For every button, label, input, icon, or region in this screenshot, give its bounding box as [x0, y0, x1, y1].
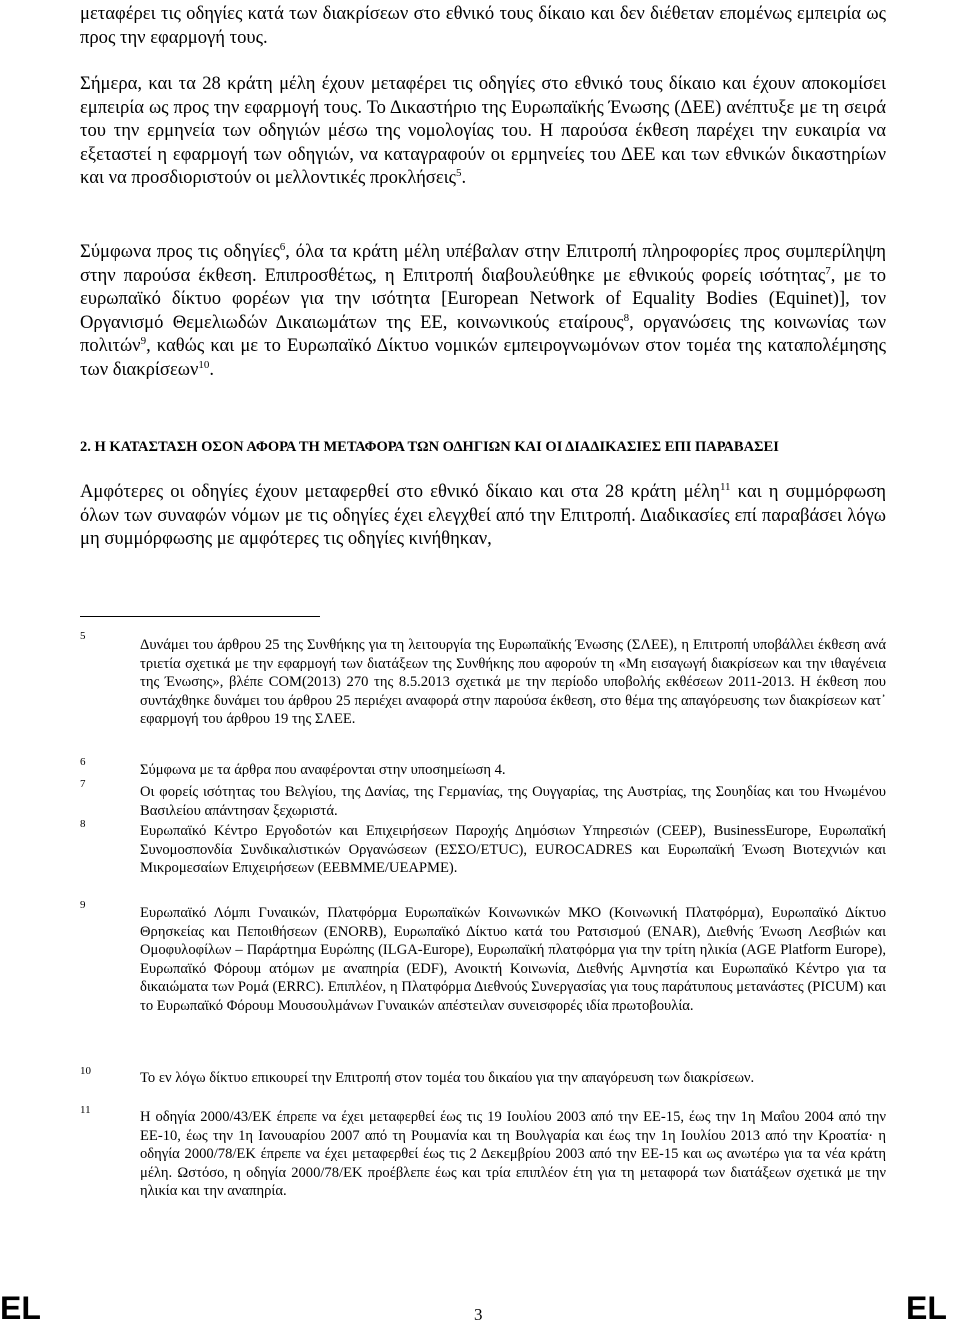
paragraph-1: μεταφέρει τις οδηγίες κατά των διακρίσεων στο εθνικό τους δίκαιο και δεν διέθεταν επομένως εμπειρία ως προς την εφαρμογή τους.: [80, 3, 886, 48]
footnote-text: Ευρωπαϊκό Κέντρο Εργοδοτών και Επιχειρήσεων Παροχής Δημόσιων Υπηρεσιών (CEEP), BusinessEurope, Ευρωπαϊκή Συνομοσπονδία Συνδικαλιστικών Οργανώσεων (ΕΣΣΟ/ETUC), EUROCADRES και Ευρωπαϊκή Ένωση Βιοτεχνιών και Μικρομεσαίων Επιχειρήσεων (ΕΕΒΜΜΕ/UEAPME).: [140, 823, 886, 876]
footnote-number: 10: [80, 1065, 91, 1077]
footnote-number: 9: [80, 899, 86, 911]
footnote-ref-5[interactable]: 5: [456, 167, 462, 180]
footnote-ref-8[interactable]: 8: [623, 311, 630, 324]
paragraph-2: Σήμερα, και τα 28 κράτη μέλη έχουν μεταφέρει τις οδηγίες στο εθνικό τους δίκαιο και έχουν αποκομίσει εμπειρία ως προς την εφαρμογή τους. Το Δικαστήριο της Ευρωπαϊκής Ένωσης (ΔΕΕ) ανέπτυξε με τη σειρά του την ερμηνεία των οδηγιών μέσω της νομολογίας του. Η παρούσα έκθεση παρέχει την ευκαιρία να εξεταστεί η εφαρμογή των οδηγιών, να καταγραφούν οι ερμηνείες του ΔΕΕ και των εθνικών δικαστηρίων και να προσδιοριστούν οι μελλοντικές προκλήσεις$^5$.: [80, 73, 886, 189]
language-code-left: EL: [0, 1290, 41, 1326]
footnote-number: 7: [80, 778, 86, 790]
footnote-number: 8: [80, 818, 86, 830]
footnote-text: Το εν λόγω δίκτυο επικουρεί την Επιτροπή στον τομέα του δικαίου για την απαγόρευση των διακρίσεων.: [140, 1070, 755, 1086]
footnote-text: Σύμφωνα με τα άρθρα που αναφέρονται στην υποσημείωση 4.: [140, 762, 506, 778]
footnote-ref-10[interactable]: 10: [198, 358, 210, 371]
footnote-separator: [80, 616, 320, 617]
footnote-number: 6: [80, 756, 86, 768]
footnote-text: Η οδηγία 2000/43/ΕΚ έπρεπε να έχει μεταφερθεί έως τις 19 Ιουλίου 2003 από την ΕΕ-15, έως την 1η Μαΐου 2004 από την ΕΕ-10, έως την 1η Ιανουαρίου 2007 από τη Ρουμανία και τη Βουλγαρία και έως την 1η Ιουλίου 2013 από την Κροατία· η οδηγία 2000/78/ΕΚ έπρεπε να έχει μεταφερθεί έως τις 2 Δεκεμβρίου 2003 από την ΕΕ-15 και ως ανωτέρω για τα νέα κράτη μέλη. Ωστόσο, η οδηγία 2000/78/ΕΚ προέβλεπε έως και τρία επιπλέον έτη για τη μεταφορά των διατάξεων σχετικά με την ηλικία και την αναπηρία.: [140, 1109, 886, 1199]
language-code-right: EL: [906, 1290, 947, 1326]
paragraph-4: Αμφότερες οι οδηγίες έχουν μεταφερθεί στο εθνικό δίκαιο και στα 28 κράτη μέλη$^{11}$ και η συμμόρφωση όλων των συναφών νόμων με τις οδηγίες έχει ελεγχθεί από την Επιτροπή. Διαδικασίες επί παραβάσει λόγω μη συμμόρφωσης με αμφότερες τις οδηγίες κινήθηκαν,: [80, 480, 886, 550]
footnote-number: 5: [80, 630, 86, 642]
footnote-text: Δυνάμει του άρθρου 25 της Συνθήκης για τη λειτουργία της Ευρωπαϊκής Ένωσης (ΣΛΕΕ), η Επιτροπή υποβάλλει έκθεση ανά τριετία σχετικά με την εφαρμογή των διατάξεων της Συνθήκης που αφορούν τη «Μη εισαγωγή διακρίσεων και την ιθαγένεια της Ένωσης», βλέπε COM(2013) 270 της 8.5.2013 σχετικά με την περίοδο υποβολής εκθέσεων 2011-2013. Η έκθεση που συντάχθηκε δυνάμει του άρθρου 25 περιέχει αναφορά στην παρούσα έκθεση, στο θέμα της απαγόρευσης των διακρίσεων κατ᾽ εφαρμογή του άρθρου 19 της ΣΛΕΕ.: [140, 637, 886, 727]
footnote-text: Ευρωπαϊκό Λόμπι Γυναικών, Πλατφόρμα Ευρωπαϊκών Κοινωνικών ΜΚΟ (Κοινωνική Πλατφόρμα), Ευρωπαϊκό Δίκτυο Θρησκείας και Πεποιθήσεων (ENORB), Ευρωπαϊκό Δίκτυο κατά του Ρατσισμού (ENAR), Διεθνής Ένωση Λεσβιών και Ομοφυλοφίλων – Παράρτημα Ευρώπης (ILGA-Europe), Ευρωπαϊκή πλατφόρμα για την τρίτη ηλικία (AGE Platform Europe), Ευρωπαϊκό Φόρουμ ατόμων με αναπηρία (EDF), Ανοικτή Κοινωνία, Διεθνής Αμνηστία και Ευρωπαϊκό Κέντρο για τα δικαιώματα των Ρομά (ERRC). Επιπλέον, η Πλατφόρμα Διεθνούς Συνεργασίας για τους παράτυπους μετανάστες (PICUM) και το Ευρωπαϊκό Φόρουμ Μουσουλμάνων Γυναικών απέστειλαν συνεισφορές ιδία πρωτοβουλία.: [140, 905, 886, 1014]
footnote-ref-9[interactable]: 9: [140, 335, 147, 348]
section-heading: 2. Η ΚΑΤΑΣΤΑΣΗ ΟΣΟΝ ΑΦΟΡΑ ΤΗ ΜΕΤΑΦΟΡΑ ΤΩΝ ΟΔΗΓΙΩΝ ΚΑΙ ΟΙ ΔΙΑΔΙΚΑΣΙΕΣ ΕΠΙ ΠΑΡΑΒΑΣΕΙ: [80, 439, 779, 455]
footnote-ref-6[interactable]: 6: [279, 240, 286, 253]
footnote-ref-11[interactable]: 11: [719, 480, 731, 493]
page-number: 3: [474, 1305, 483, 1324]
paragraph-3: Σύμφωνα προς τις οδηγίες$^6$, όλα τα κράτη μέλη υπέβαλαν στην Επιτροπή πληροφορίες προς συμπερίληψη στην παρούσα έκθεση. Επιπροσθέτως, η Επιτροπή διαβουλεύθηκε με εθνικούς φορείς ισότητας$^7$, με το ευρωπαϊκό δίκτυο φορέων για την ισότητα [European Network of Equality Bodies (Equinet)], τον Οργανισμό Θεμελιωδών Δικαιωμάτων της ΕΕ, κοινωνικούς εταίρους$^8$, οργανώσεις της κοινωνίας των πολιτών$^9$, καθώς και με το Ευρωπαϊκό Δίκτυο νομικών εμπειρογνωμόνων στον τομέα της καταπολέμησης των διακρίσεων$^{10}$.: [80, 240, 886, 380]
footnote-number: 11: [80, 1104, 91, 1116]
footnote-text: Οι φορείς ισότητας του Βελγίου, της Δανίας, της Γερμανίας, της Ουγγαρίας, της Αυστρίας, της Σουηδίας και του Ηνωμένου Βασιλείου απάντησαν ξεχωριστά.: [140, 784, 886, 819]
footnote-ref-7[interactable]: 7: [825, 264, 831, 277]
